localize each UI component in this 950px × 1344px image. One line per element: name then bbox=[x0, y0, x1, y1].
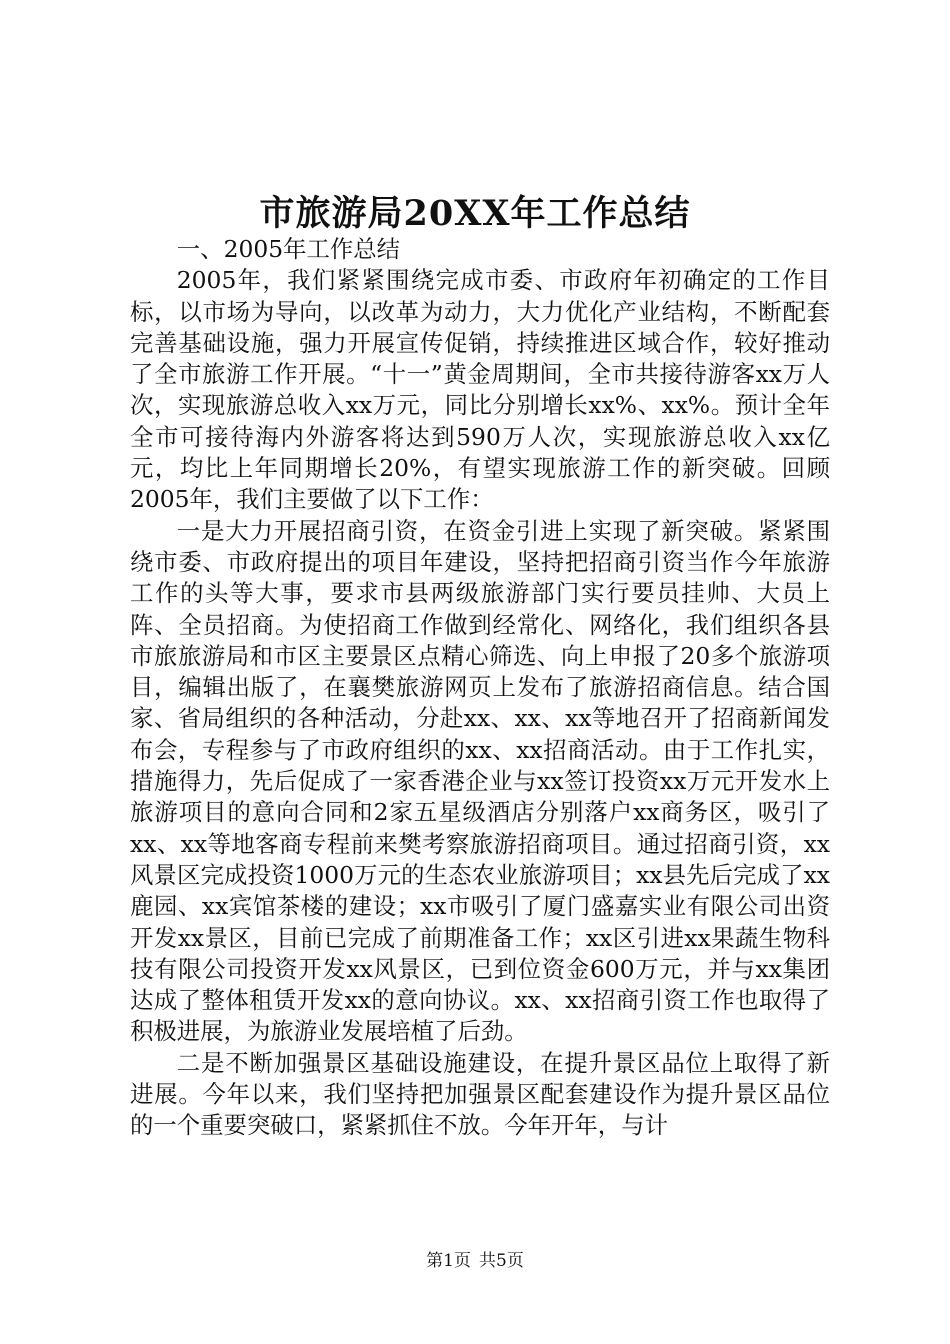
paragraph-investment: 一是大力开展招商引资，在资金引进上实现了新突破。紧紧围绕市委、市政府提出的项目年建设，坚持把招商引资当作今年旅游工作的头等大事，要求市县两级旅游部门实行要员挂帅、大员上阵、全员招商。为使招商工作做到经常化、网络化，我们组织各县市旅旅游局和市区主要景区点精心筛选、向上申报了20多个旅游项目，编辑出版了，在襄樊旅游网页上发布了旅游招商信息。结合国家、省局组织的各种活动，分赴xx、xx、xx等地召开了招商新闻发布会，专程参与了市政府组织的xx、xx招商活动。由于工作扎实，措施得力，先后促成了一家香港企业与xx签订投资xx万元开发水上旅游项目的意向合同和2家五星级酒店分别落户xx商务区，吸引了xx、xx等地客商专程前来樊考察旅游招商项目。通过招商引资，xx风景区完成投资1000万元的生态农业旅游项目；xx县先后完成了xx鹿园、xx宾馆茶楼的建设；xx市吸引了厦门盛嘉实业有限公司出资开发xx景区，目前已完成了前期准备工作；xx区引进xx果蔬生物科技有限公司投资开发xx风景区，已到位资金600万元，并与xx集团达成了整体租赁开发xx的意向协议。xx、xx招商引资工作也取得了积极进展，为旅游业发展培植了后劲。 bbox=[130, 516, 830, 1046]
document-body bbox=[130, 234, 830, 1142]
paragraph-summary: 2005年，我们紧紧围绕完成市委、市政府年初确定的工作目标，以市场为导向，以改革为动力，大力优化产业结构，不断配套完善基础设施，强力开展宣传促销，持续推进区域合作，较好推动了全市旅游工作开展。“十一”黄金周期间，全市共接待游客xx万人次，实现旅游总收入xx万元，同比分别增长xx%、xx%。预计全年全市可接待海内外游客将达到590万人次，实现旅游总收入xx亿元，均比上年同期增长20%，有望实现旅游工作的新突破。回顾2005年，我们主要做了以下工作： bbox=[130, 266, 830, 514]
document-title: 市旅游局20XX年工作总结 bbox=[259, 193, 691, 234]
page-footer bbox=[0, 1246, 950, 1271]
page-number: 第1页 bbox=[426, 1251, 471, 1271]
section-heading: 一、2005年工作总结 bbox=[176, 235, 401, 263]
page-total: 共5页 bbox=[479, 1251, 524, 1271]
paragraph-infrastructure: 二是不断加强景区基础设施建设，在提升景区品位上取得了新进展。今年以来，我们坚持把加强景区配套建设作为提升景区品位的一个重要突破口，紧紧抓住不放。今年开年，与计 bbox=[130, 1048, 830, 1140]
